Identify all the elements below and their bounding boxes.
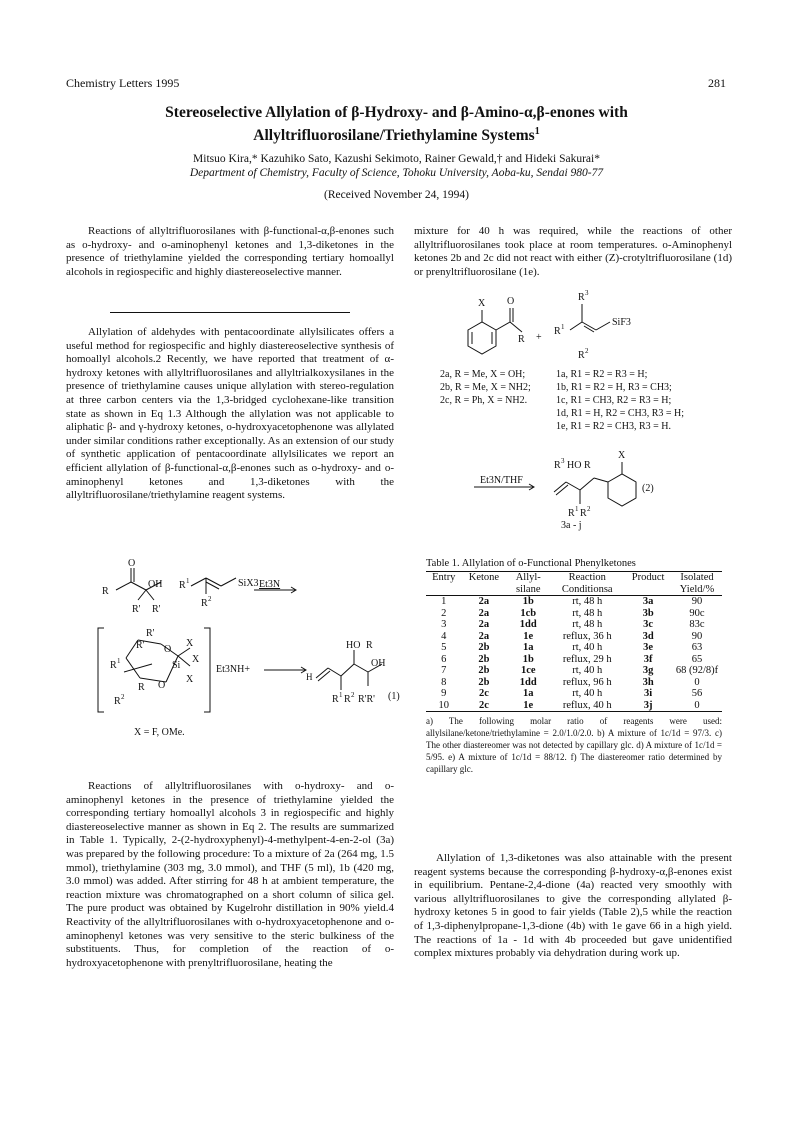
table-row: [426, 619, 722, 631]
equation-2-number: (2): [642, 483, 654, 494]
table-cell: 65: [691, 653, 703, 665]
table-cell: 3c: [643, 619, 654, 630]
table-cell: rt, 40 h: [572, 665, 603, 676]
silane-1c: 1c, R1 = CH3, R2 = R3 = H;: [556, 395, 672, 406]
svg-text:R: R: [578, 350, 585, 361]
svg-text:2: 2: [208, 595, 212, 603]
svg-text:2: 2: [351, 691, 355, 699]
svg-text:R': R': [146, 628, 155, 639]
table-cell: 1cb: [520, 607, 537, 619]
svg-text:O: O: [507, 296, 515, 307]
table-cell: 3i: [644, 688, 653, 699]
header-product: Product: [631, 572, 665, 583]
svg-text:2: 2: [585, 347, 589, 355]
svg-text:R: R: [554, 326, 561, 337]
diketone-text: Allylation of 1,3-diketones was also attainable with the present reagent systems because the corresponding β-hydroxy-α,β-enones exist in equilibrium. Pentane-2,4-dione (4a) reacted very smoothly with various allyltrifluorosilanes to give the corresponding allylated β-hydroxy ketones 5 in good to fair yields (Table 2),5 while the reaction of 1,3-diphenylpropane-1,3-dione (4b) with 1e gave 66 in a high yield. The reactions of 1a - 1d with 4b proceeded but gave unidentified complex mixtures probably via dehydration during work up.: [414, 852, 732, 960]
svg-text:X: X: [618, 450, 626, 461]
silane-1a: 1a, R1 = R2 = R3 = H;: [556, 369, 648, 380]
svg-text:R: R: [568, 508, 575, 519]
table-cell: 2a: [478, 607, 490, 619]
intro-paragraph: [66, 326, 394, 503]
silane-1d: 1d, R1 = H, R2 = CH3, R3 = H;: [556, 408, 685, 419]
table-cell: 3a: [642, 596, 654, 607]
svg-text:1: 1: [561, 323, 565, 331]
svg-text:HO: HO: [567, 460, 582, 471]
table-cell: reflux, 36 h: [562, 630, 612, 642]
svg-text:X: X: [186, 638, 194, 649]
equation-1-structures: [66, 560, 394, 760]
table-cell: 3g: [642, 665, 654, 676]
received-date: (Received November 24, 1994): [324, 189, 469, 201]
ketone-2c: 2c, R = Ph, X = NH2.: [440, 395, 528, 406]
table-cell: 2b: [478, 676, 490, 688]
table-cell: 6: [441, 653, 447, 665]
et3n-thf-reagent: Et3N/THF: [480, 475, 523, 486]
table-cell: 9: [441, 688, 447, 699]
table-row: [426, 700, 722, 712]
svg-text:R: R: [366, 640, 373, 651]
table-cell: 1: [441, 596, 447, 607]
header-entry: Entry: [432, 572, 456, 583]
table-cell: 3d: [642, 630, 654, 642]
svg-text:O: O: [164, 644, 172, 655]
svg-text:R: R: [578, 292, 585, 303]
svg-text:R: R: [201, 598, 208, 609]
table-row: [426, 608, 722, 620]
table-cell: 3f: [643, 653, 653, 665]
svg-text:R': R': [152, 604, 161, 615]
silane-1b: 1b, R1 = R2 = H, R3 = CH3;: [556, 382, 672, 393]
abstract-rule: [110, 312, 350, 313]
table-cell: 2b: [478, 642, 490, 653]
svg-text:R: R: [554, 460, 561, 471]
table-cell: 90c: [689, 607, 705, 619]
svg-text:R': R': [132, 604, 141, 615]
ketone-2b: 2b, R = Me, X = NH2;: [440, 382, 531, 393]
svg-text:R: R: [138, 682, 145, 693]
svg-text:R: R: [179, 580, 186, 591]
ketone-list: [440, 368, 531, 407]
svg-text:R'R': R'R': [358, 694, 375, 705]
table-cell: 90: [691, 596, 703, 607]
table-cell: 3h: [642, 676, 654, 688]
continued-text: mixture for 40 h was required, while the reactions of other allyltrifluorosilanes took place at room temperatures. o-Aminophenyl ketones 2b and 2c did not react with either (Z)-crotyltrifluorosilane (1d) or prenyltrifluorosilane (1e).: [414, 225, 732, 278]
table-cell: 4: [441, 630, 447, 642]
table-cell: 3: [441, 619, 447, 630]
svg-text:Si: Si: [172, 660, 181, 671]
table-row: [426, 665, 722, 677]
table-row: [426, 596, 722, 608]
svg-text:1: 1: [117, 657, 121, 665]
silane-list: [556, 368, 684, 433]
table-cell: rt, 48 h: [572, 619, 603, 630]
diketone-paragraph: [414, 852, 732, 961]
table-cell: 7: [441, 665, 447, 676]
header-conditions: Reaction Conditionsa: [561, 572, 613, 595]
header-yield: Isolated Yield/%: [679, 572, 715, 595]
table-row: [426, 677, 722, 689]
svg-text:O: O: [128, 558, 136, 569]
journal-name: Chemistry Letters 1995: [66, 76, 180, 90]
header-allylsilane: Allyl-silane: [515, 572, 541, 595]
table-cell: 90: [691, 630, 703, 642]
table-cell: 3b: [642, 607, 654, 619]
svg-text:H: H: [306, 672, 313, 682]
results-paragraph: [66, 780, 394, 970]
table-cell: 1dd: [519, 676, 537, 688]
table-cell: 0: [694, 699, 700, 711]
x-definition: X = F, OMe.: [134, 727, 185, 738]
product-3a-j: 3a - j: [561, 520, 582, 531]
table-cell: 2a: [478, 596, 490, 607]
results-text: Reactions of allyltrifluorosilanes with o-hydroxy- and o-aminophenyl ketones in the presence of triethylamine yielded the corresponding tertiary homoallyl alcohols 3 in regiospecific and highly diastereoselective manner as shown in Eq 2. The results are summarized in Table 1. Typically, 2-(2-hydroxyphenyl)-4-methylpent-4-en-2-ol (3a) was prepared by the following procedure: To a mixture of 2a (264 mg, 1.5 mmol), triethylamine (303 mg, 3.0 mmol), and THF (5 ml), 1b (420 mg, 3.0 mmol) was added. After stirring for 48 h at ambient temperature, the reaction mixture was chromatographed on a short column of silica gel. The pure product was obtained by Kugelrohr distillation in 90% yield.4 Reactivity of the allyltrifluorosilanes with o-hydroxyacetophenone and o-aminophenyl ketones was very sensitive to the steric bulkiness of the substituents. Thus, for completion of the reaction of o-hydroxyacetophenone with prenyltrifluorosilane, heating the: [66, 780, 394, 969]
table-cell: 1e: [523, 630, 534, 642]
table-cell: 1e: [523, 699, 534, 711]
table-cell: reflux, 29 h: [562, 653, 612, 665]
table-1-grid: [426, 572, 722, 711]
abstract-text: Reactions of allyltrifluorosilanes with β-functional-α,β-enones such as o-hydroxy- and o-aminophenyl ketones and 1,3-diketones in the presence of triethylamine yielded the corresponding tertiary homoallyl alcohols in regiospecific and highly diastereoselective manner.: [66, 225, 394, 278]
equation-1-scheme: [66, 558, 400, 760]
table-cell: 1a: [522, 688, 534, 699]
svg-text:R: R: [518, 334, 525, 345]
silx3-label: SiX3: [238, 578, 259, 589]
table-cell: reflux, 40 h: [562, 699, 612, 711]
table-cell: 10: [438, 699, 450, 711]
svg-text:X: X: [192, 654, 200, 665]
table-cell: 2: [441, 607, 447, 619]
table-row: [426, 631, 722, 643]
svg-text:3: 3: [585, 289, 589, 297]
table-footnotes: a) The following molar ratio of reagents were used: allylsilane/ketone/triethylamine = 2.0/1.0/2.0. b) A mixture of 1c/1d = 97/3. c) The other diastereomer was not detected by capillary glc. d) A mixture of 1c/1d = 5/95. e) A mixture of 1c/1d = 88/12. f) The diastereomer ratio determined by capillary glc.: [426, 716, 722, 774]
table-cell: 68 (92/8)f: [675, 665, 719, 676]
table-cell: reflux, 96 h: [562, 676, 612, 688]
equation-1-number: (1): [388, 691, 400, 702]
et3n-reagent: Et3N: [259, 579, 281, 590]
table-cell: rt, 48 h: [572, 607, 603, 619]
svg-text:R: R: [584, 460, 591, 471]
table-cell: 2c: [478, 688, 489, 699]
intro-text: Allylation of aldehydes with pentacoordinate allylsilicates offers a useful method for regiospecific and highly diastereoselective synthesis of homoallyl alcohols.2 Recently, we have reported that treatment of α-hydroxy ketones with allyltrifluorosilanes and allyltrialkoxysilanes in the presence of triethylamine causes unique allylation with stereo-regulation at three carbon centers via the 1,3-bridged cyclohexane-like transition state as shown in Eq 1.3 Although the allylation was not applicable to aliphatic β- and γ-hydroxy ketones, o-hydroxyacetophenone was allylated under similar conditions rather exceptionally. As an extension of our study of synthetic application of pentacoordinate allylsilicates we report an efficient allylation of β-functional-α,β-enones such as o-hydroxy- and o-aminophenyl ketones and 1,3-diketones with the allyltrifluorosilane/triethylamine reagent systems.: [66, 326, 394, 502]
table-cell: 2b: [478, 653, 490, 665]
table-cell: rt, 40 h: [572, 688, 603, 699]
article-title: [0, 103, 793, 145]
table-cell: rt, 48 h: [572, 596, 603, 607]
table-body: [426, 596, 722, 712]
table-cell: 2c: [478, 699, 489, 711]
svg-text:O: O: [158, 680, 166, 691]
svg-text:X: X: [478, 298, 486, 309]
svg-text:R: R: [580, 508, 587, 519]
svg-text:+: +: [536, 332, 542, 343]
svg-text:3: 3: [561, 457, 565, 465]
svg-text:R: R: [332, 694, 339, 705]
affiliation: Department of Chemistry, Faculty of Science, Tohoku University, Aoba-ku, Sendai 980-77: [189, 167, 604, 179]
svg-text:R: R: [344, 694, 351, 705]
page-number: 281: [708, 76, 726, 90]
svg-text:OH: OH: [371, 658, 386, 669]
svg-text:R': R': [136, 640, 145, 651]
table-cell: 2b: [478, 665, 490, 676]
table-row: [426, 688, 722, 700]
equation-2-scheme: [414, 282, 732, 532]
table-cell: 63: [691, 642, 703, 653]
table-caption: Table 1. Allylation of o-Functional Phenylketones: [426, 558, 636, 569]
continued-paragraph: [414, 225, 732, 279]
svg-text:1: 1: [575, 505, 579, 513]
ketone-2a: 2a, R = Me, X = OH;: [440, 369, 526, 380]
table-cell: 1b: [522, 653, 534, 665]
table-cell: 1ce: [520, 665, 536, 676]
table-cell: 1dd: [519, 619, 537, 630]
table-cell: 3j: [643, 699, 653, 711]
table-cell: 56: [691, 688, 703, 699]
svg-text:R: R: [102, 586, 109, 597]
table-cell: 1b: [522, 596, 534, 607]
table-cell: 2a: [478, 619, 490, 630]
et3nh-ion: Et3NH+: [216, 664, 250, 675]
sif3-label: SiF3: [612, 317, 631, 328]
svg-text:OH: OH: [148, 579, 163, 590]
table-cell: 5: [441, 642, 447, 653]
table-row: [426, 642, 722, 654]
table-cell: rt, 40 h: [572, 642, 603, 653]
svg-text:2: 2: [587, 505, 591, 513]
title-line-1: Stereoselective Allylation of β-Hydroxy- and β-Amino-α,β-enones with: [165, 104, 628, 121]
svg-text:1: 1: [186, 577, 190, 585]
silane-1e: 1e, R1 = R2 = CH3, R3 = H.: [556, 421, 671, 432]
table-cell: 1a: [522, 642, 534, 653]
table-cell: 8: [441, 676, 447, 688]
abstract: [66, 225, 394, 279]
table-row: [426, 654, 722, 666]
table-1: [426, 558, 722, 775]
table-cell: 0: [694, 676, 700, 688]
title-ref: 1: [534, 126, 540, 137]
svg-text:R: R: [110, 660, 117, 671]
svg-text:R: R: [114, 696, 121, 707]
svg-text:2: 2: [121, 693, 125, 701]
title-line-2: Allyltrifluorosilane/Triethylamine Systems: [253, 127, 535, 145]
table-cell: 2a: [478, 630, 490, 642]
header-ketone: Ketone: [468, 572, 500, 583]
table-cell: 3e: [643, 642, 654, 653]
table-cell: 83c: [689, 619, 705, 630]
authors: Mitsuo Kira,* Kazuhiko Sato, Kazushi Sekimoto, Rainer Gewald,† and Hideki Sakurai*: [193, 153, 600, 165]
svg-text:X: X: [186, 674, 194, 685]
svg-text:HO: HO: [346, 640, 361, 651]
svg-text:1: 1: [339, 691, 343, 699]
